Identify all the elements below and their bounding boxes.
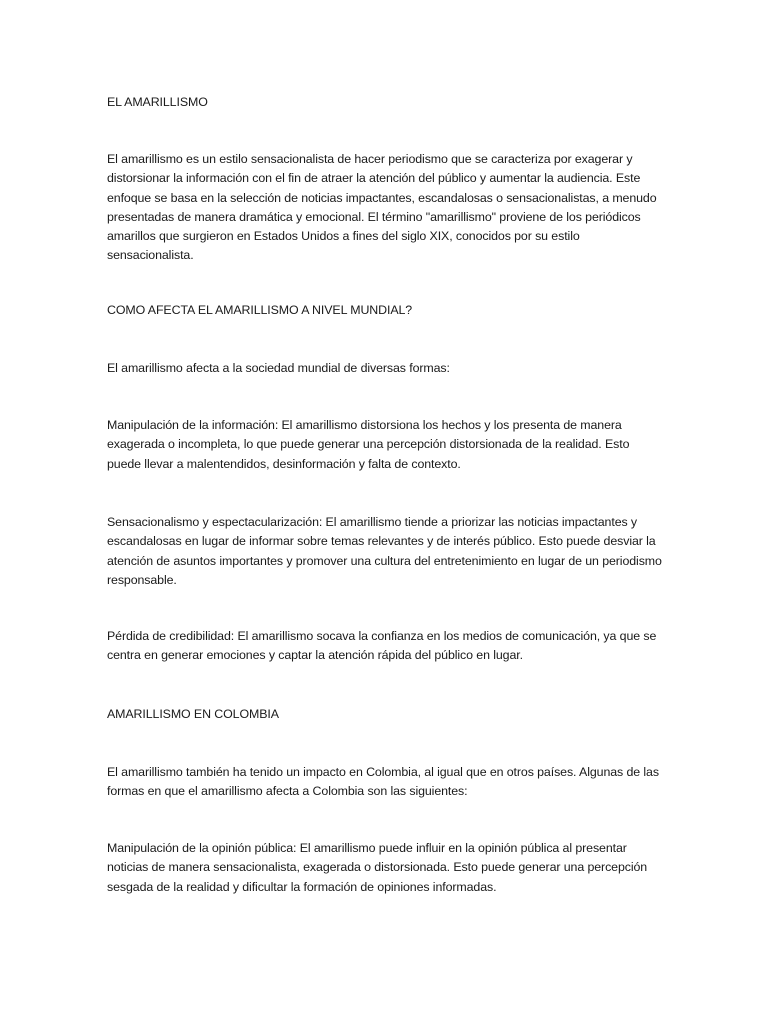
point-perdida-credibilidad: Pérdida de credibilidad: El amarillismo socava la confianza en los medios de comunicación, ya que se centra en generar emociones y captar la atención rápida del público en lugar. (107, 629, 657, 663)
section-heading-colombia: AMARILLISMO EN COLOMBIA (107, 707, 279, 721)
section-lead-colombia: El amarillismo también ha tenido un impacto en Colombia, al igual que en otros países. Algunas de las formas en que el amarillismo afecta a Colombia son las siguientes: (107, 765, 659, 799)
point-sensacionalismo: Sensacionalismo y espectacularización: El amarillismo tiende a priorizar las noticias impactantes y escandalosas en lugar de informar sobre temas relevantes y de interés público. Esto puede desviar la atención de asuntos importantes y promover una cultura del entretenimiento en lugar de un periodismo responsable. (107, 515, 662, 587)
point-manipulacion-informacion: Manipulación de la información: El amarillismo distorsiona los hechos y los presenta de manera exagerada o incompleta, lo que puede generar una percepción distorsionada de la realidad. Esto puede llevar a malentendidos, desinformación y falta de contexto. (107, 418, 630, 471)
document-title: EL AMARILLISMO (107, 95, 208, 109)
section-heading-mundial: COMO AFECTA EL AMARILLISMO A NIVEL MUNDIAL? (107, 303, 413, 317)
intro-paragraph: El amarillismo es un estilo sensacionalista de hacer periodismo que se caracteriza por exagerar y distorsionar la información con el fin de atraer la atención del público y aumentar la audiencia. Este enfoque se basa en la selección de noticias impactantes, escandalosas o sensacionalistas, a menudo presentadas de manera dramática y emocional. El término "amarillismo" proviene de los periódicos amarillos que surgieron en Estados Unidos a fines del siglo XIX, conocidos por su estilo sensacionalista. (107, 152, 657, 263)
section-lead-mundial: El amarillismo afecta a la sociedad mundial de diversas formas: (107, 361, 450, 375)
point-manipulacion-opinion: Manipulación de la opinión pública: El amarillismo puede influir en la opinión pública al presentar noticias de manera sensacionalista, exagerada o distorsionada. Esto puede generar una percepción sesgada de la realidad y dificultar la formación de opiniones informadas. (107, 841, 648, 894)
